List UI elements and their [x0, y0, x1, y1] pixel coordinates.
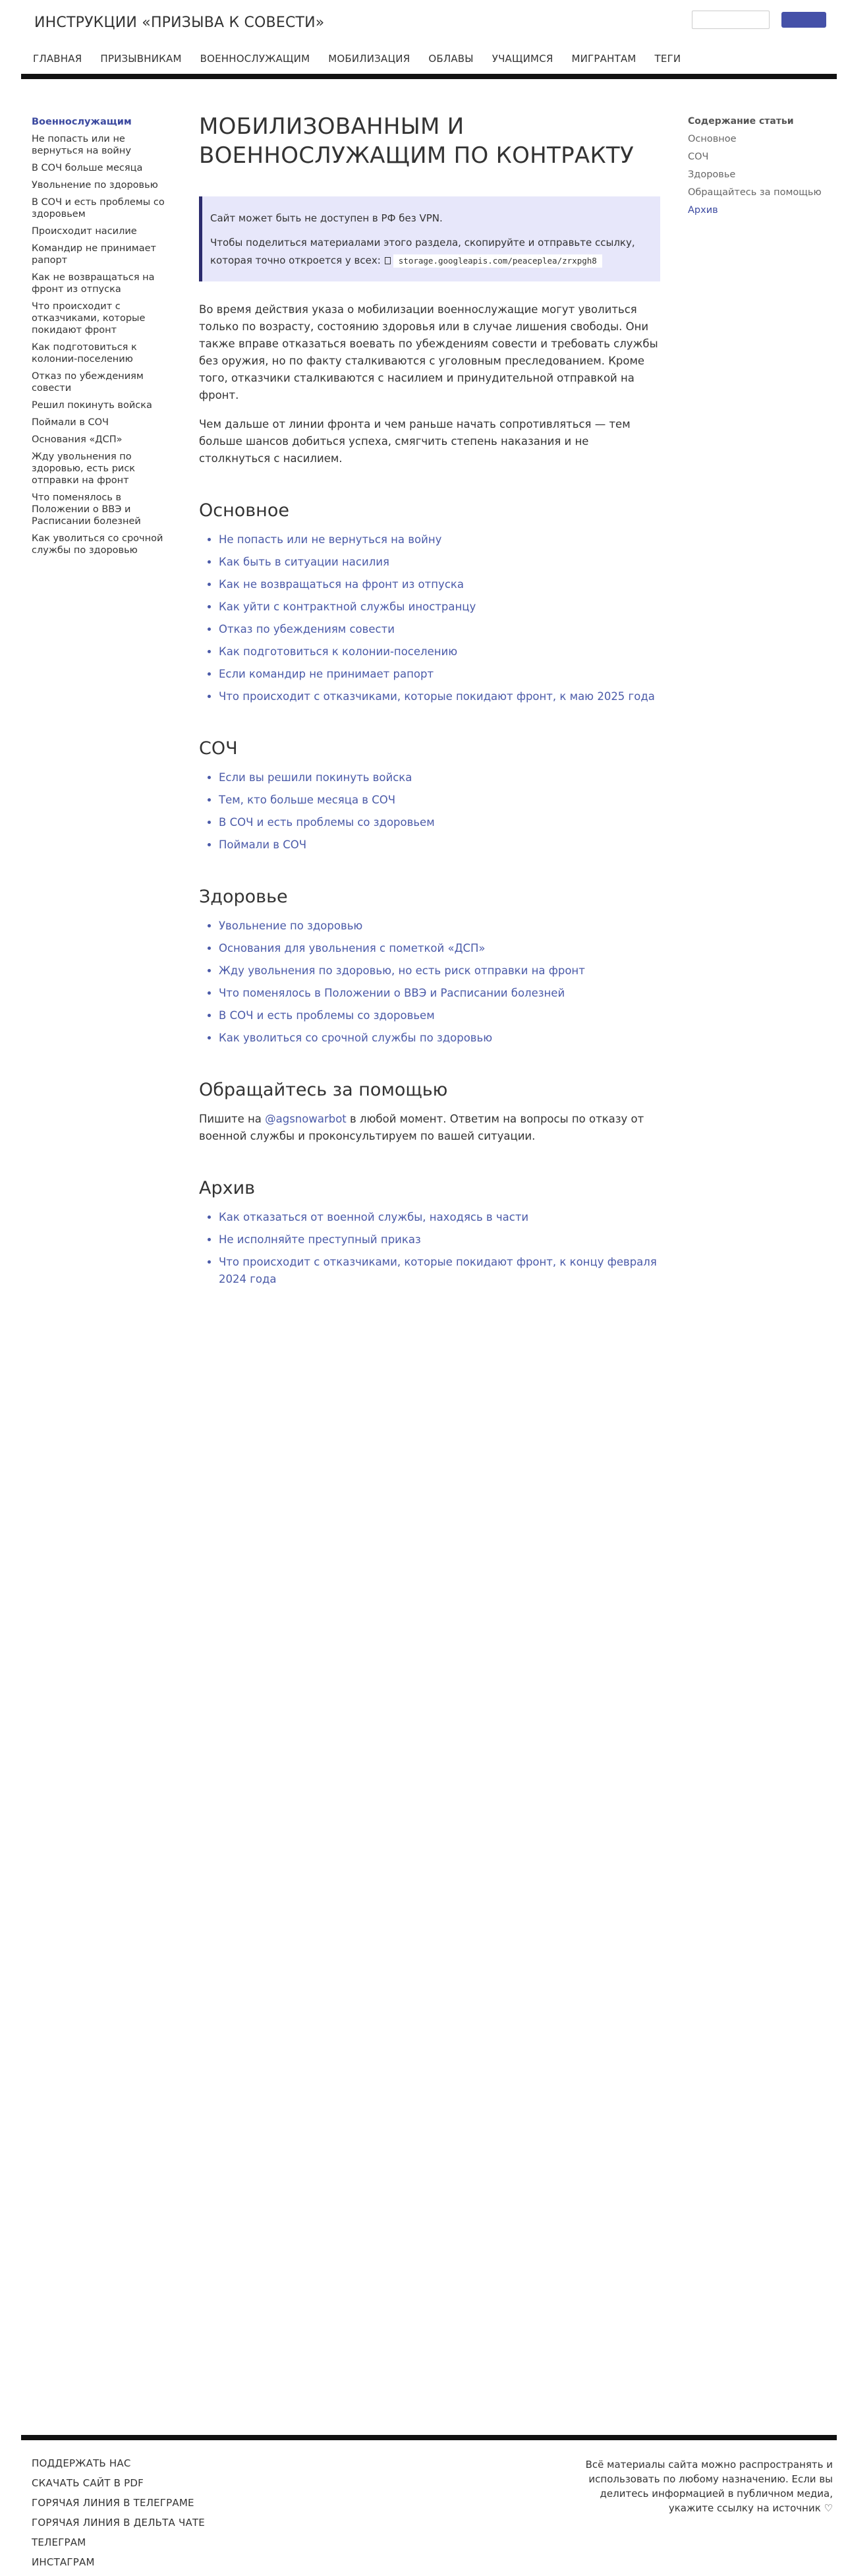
list-item — [219, 918, 660, 935]
footer-link-donate[interactable]: ПОДДЕРЖАТЬ НАС — [32, 2457, 131, 2469]
list-item — [219, 985, 660, 1002]
sidebar-item[interactable]: Жду увольнения по здоровью, есть риск отправки на фронт — [32, 452, 136, 486]
footer-license-note: Всё материалы сайта можно распространять и использовать по любому назначению. Если вы делитесь информацией в публичном медиа, укажите ссылку на источник ♡ — [585, 2459, 833, 2514]
nav-item-raids[interactable]: ОБЛАВЫ — [428, 53, 474, 65]
link-list-basic — [199, 531, 660, 705]
list-item — [219, 1254, 660, 1288]
list-item — [219, 792, 660, 809]
sidebar-item-servicemen[interactable]: Военнослужащим — [32, 117, 132, 127]
article-link[interactable]: Не исполняйте преступный приказ — [219, 1233, 421, 1246]
article-link[interactable]: Отказ по убеждениям совести — [219, 623, 395, 635]
header-divider — [21, 74, 837, 79]
list-item — [219, 940, 660, 957]
sidebar-item[interactable]: Увольнение по здоровью — [32, 180, 158, 190]
toc-item-basic[interactable]: Основное — [688, 134, 737, 144]
search-button[interactable] — [781, 12, 826, 28]
sidebar-item[interactable]: Не попасть или не вернуться на войну — [32, 134, 131, 156]
intro-paragraph: Во время действия указа о мобилизации военнослужащие могут уволиться только по возрасту, состоянию здоровья или в случае лишения свободы. Они также вправе отказаться воевать по убеждениям совести и требовать службы без оружия, но по факту сталкиваются с уголовным преследованием. Кроме того, отказчики сталкиваются с насилием и принудительной отправкой на фронт. — [199, 303, 658, 401]
footer-link-deltachat-hotline[interactable]: ГОРЯЧАЯ ЛИНИЯ В ДЕЛЬТА ЧАТЕ — [32, 2517, 205, 2529]
article — [199, 112, 660, 1293]
article-link[interactable]: Если командир не принимает рапорт — [219, 668, 434, 680]
section-title-help: Обращайтесь за помощью — [199, 1080, 448, 1100]
list-item — [219, 1007, 660, 1024]
nav-item-tags[interactable]: ТЕГИ — [654, 53, 681, 65]
footer-link-instagram[interactable]: ИНСТАГРАМ — [32, 2556, 95, 2568]
link-list-health — [199, 918, 660, 1047]
list-item — [219, 1209, 660, 1226]
sidebar-item[interactable]: В СОЧ больше месяца — [32, 163, 143, 173]
article-link[interactable]: Тем, кто больше месяца в СОЧ — [219, 794, 396, 806]
sidebar-item[interactable]: Как не возвращаться на фронт из отпуска — [32, 272, 155, 295]
sidebar-item[interactable]: Что поменялось в Положении о ВВЭ и Расписании болезней — [32, 492, 141, 527]
article-link[interactable]: В СОЧ и есть проблемы со здоровьем — [219, 1009, 435, 1022]
list-item — [219, 621, 660, 638]
sidebar-item[interactable]: Командир не принимает рапорт — [32, 243, 156, 266]
nav-item-mobilization[interactable]: МОБИЛИЗАЦИЯ — [328, 53, 410, 65]
article-link[interactable]: Как не возвращаться на фронт из отпуска — [219, 578, 464, 591]
article-link[interactable]: Как уволиться со срочной службы по здоровью — [219, 1032, 493, 1044]
toc-item-health[interactable]: Здоровье — [688, 169, 736, 180]
list-item — [219, 1030, 660, 1047]
sidebar-item[interactable]: Решил покинуть войска — [32, 400, 152, 411]
sidebar-item[interactable]: В СОЧ и есть проблемы со здоровьем — [32, 197, 165, 220]
list-item — [219, 599, 660, 616]
article-link[interactable]: Жду увольнения по здоровью, но есть риск отправки на фронт — [219, 964, 585, 977]
page-title: МОБИЛИЗОВАННЫМ И ВОЕННОСЛУЖАЩИМ ПО КОНТРАКТУ — [199, 113, 634, 169]
sidebar-item[interactable]: Как подготовиться к колонии-поселению — [32, 342, 137, 365]
list-item — [219, 1231, 660, 1248]
section-title-basic: Основное — [199, 500, 289, 521]
table-of-contents — [688, 116, 833, 222]
article-link[interactable]: Что поменялось в Положении о ВВЭ и Расписании болезней — [219, 987, 565, 999]
intro-paragraph: Чем дальше от линии фронта и чем раньше начать сопротивляться — тем больше шансов добиться успеха, смягчить степень наказания и не столкнуться с насилием. — [199, 418, 631, 465]
nav-item-conscripts[interactable]: ПРИЗЫВНИКАМ — [100, 53, 182, 65]
help-text-before: Пишите на — [199, 1113, 266, 1125]
link-list-archive — [199, 1209, 660, 1288]
footer-links — [32, 2457, 205, 2576]
footer-link-pdf[interactable]: СКАЧАТЬ САЙТ В PDF — [32, 2477, 144, 2489]
article-link[interactable]: Если вы решили покинуть войска — [219, 771, 412, 784]
article-link[interactable]: Не попасть или не вернуться на войну — [219, 533, 442, 546]
article-link[interactable]: Основания для увольнения с пометкой «ДСП» — [219, 942, 486, 954]
list-item — [219, 554, 660, 571]
sidebar-item[interactable]: Отказ по убеждениям совести — [32, 371, 144, 394]
sidebar — [32, 116, 177, 562]
link-list-soch — [199, 769, 660, 854]
bot-link[interactable]: @agsnowarbot — [265, 1113, 347, 1125]
footer-link-telegram[interactable]: ТЕЛЕГРАМ — [32, 2536, 86, 2548]
sidebar-item[interactable]: Как уволиться со срочной службы по здоровью — [32, 533, 163, 556]
article-link[interactable]: Увольнение по здоровью — [219, 920, 363, 932]
section-title-soch: СОЧ — [199, 738, 238, 759]
toc-item-help[interactable]: Обращайтесь за помощью — [688, 187, 822, 198]
nav-item-students[interactable]: УЧАЩИМСЯ — [492, 53, 553, 65]
list-item — [219, 688, 660, 705]
sidebar-item[interactable]: Происходит насилие — [32, 226, 137, 237]
article-link[interactable]: В СОЧ и есть проблемы со здоровьем — [219, 816, 435, 829]
help-paragraph — [199, 1111, 660, 1145]
article-link[interactable]: Поймали в СОЧ — [219, 838, 307, 851]
list-item — [219, 962, 660, 980]
toc-item-soch[interactable]: СОЧ — [688, 152, 709, 162]
list-item — [219, 769, 660, 786]
notice-share-label: Чтобы поделиться материалами этого раздела, скопируйте и отправьте ссылку, которая точно откроется у всех: — [210, 237, 635, 266]
nav-item-home[interactable]: ГЛАВНАЯ — [33, 53, 82, 65]
article-link[interactable]: Как подготовиться к колонии-поселению — [219, 645, 458, 658]
article-link[interactable]: Что происходит с отказчиками, которые покидают фронт, к маю 2025 года — [219, 690, 655, 703]
toc-item-archive[interactable]: Архив — [688, 205, 718, 216]
help-text-after: в любой момент. Ответим на вопросы по отказу от военной службы и проконсультируем по вашей ситуации. — [199, 1113, 644, 1142]
copy-icon[interactable] — [385, 257, 391, 264]
vpn-notice — [199, 196, 660, 281]
article-link[interactable]: Что происходит с отказчиками, которые покидают фронт, к концу февраля 2024 года — [219, 1256, 657, 1285]
nav-item-migrants[interactable]: МИГРАНТАМ — [571, 53, 636, 65]
footer-divider — [21, 2435, 837, 2440]
main-nav — [33, 53, 699, 65]
section-title-archive: Архив — [199, 1178, 256, 1198]
sidebar-item[interactable]: Поймали в СОЧ — [32, 417, 109, 428]
sidebar-item[interactable]: Что происходит с отказчиками, которые покидают фронт — [32, 301, 146, 336]
article-link[interactable]: Как отказаться от военной службы, находясь в части — [219, 1211, 529, 1223]
nav-item-servicemen[interactable]: ВОЕННОСЛУЖАЩИМ — [200, 53, 310, 65]
notice-share-text — [210, 234, 651, 270]
article-link[interactable]: Как уйти с контрактной службы иностранцу — [219, 600, 476, 613]
list-item — [219, 643, 660, 660]
share-link[interactable]: storage.googleapis.com/peaceplea/zrxpgh8 — [393, 254, 602, 268]
list-item — [219, 531, 660, 548]
list-item — [219, 666, 660, 683]
list-item — [219, 836, 660, 854]
site-title[interactable]: ИНСТРУКЦИИ «ПРИЗЫВА К СОВЕСТИ» — [34, 15, 325, 31]
sidebar-item[interactable]: Основания «ДСП» — [32, 434, 123, 445]
notice-text: Сайт может быть не доступен в РФ без VPN. — [210, 212, 443, 224]
search-input[interactable] — [692, 11, 770, 29]
list-item — [219, 576, 660, 593]
footer-link-telegram-hotline[interactable]: ГОРЯЧАЯ ЛИНИЯ В ТЕЛЕГРАМЕ — [32, 2497, 194, 2509]
section-title-health: Здоровье — [199, 887, 288, 907]
toc-heading: Содержание статьи — [688, 116, 794, 127]
list-item — [219, 814, 660, 831]
article-link[interactable]: Как быть в ситуации насилия — [219, 556, 389, 568]
